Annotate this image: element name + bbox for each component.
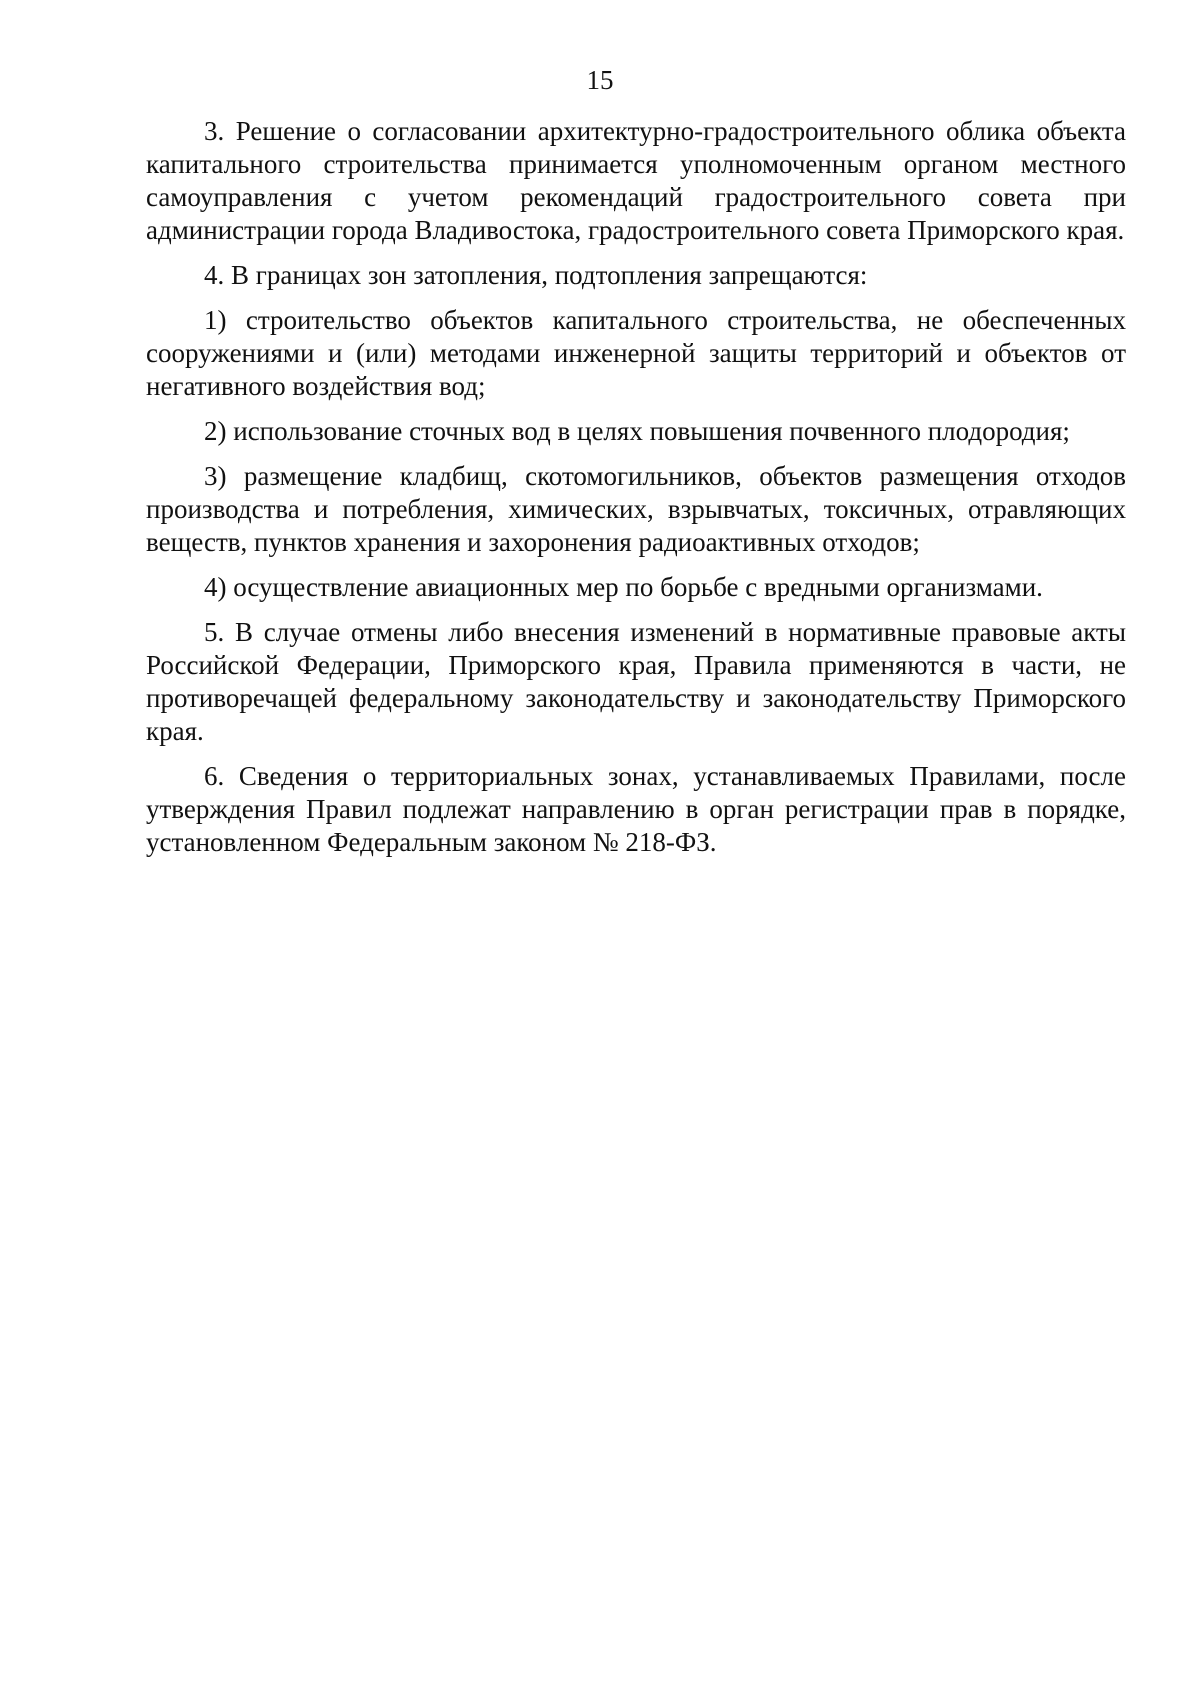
list-item-2: 2) использование сточных вод в целях повышения почвенного плодородия; (204, 416, 1070, 446)
list-item-3: 3) размещение кладбищ, скотомогильников, объектов размещения отходов производства и потребления, химических, взрывчатых, токсичных, отравляющих веществ, пунктов хранения и захоронения радиоактивных отходов; (146, 461, 1126, 557)
document-body (146, 115, 1126, 871)
paragraph-4-prohibitions: 4. В границах зон затопления, подтопления запрещаются: (204, 260, 868, 290)
list-item-4: 4) осуществление авиационных мер по борьбе с вредными организмами. (204, 572, 1043, 602)
list-item-1: 1) строительство объектов капитального строительства, не обеспеченных сооружениями и (или) методами инженерной защиты территорий и объектов от негативного воздействия вод; (146, 305, 1126, 401)
paragraph-6-zones-info: 6. Сведения о территориальных зонах, устанавливаемых Правилами, после утверждения Правил подлежат направлению в орган регистрации прав в порядке, установленном Федеральным законом № 218-ФЗ. (146, 761, 1126, 857)
paragraph-5-amendments: 5. В случае отмены либо внесения изменений в нормативные правовые акты Российской Федерации, Приморского края, Правила применяются в части, не противоречащей федеральному законодательству и законодательству Приморского края. (146, 617, 1126, 746)
paragraph-3-decision: 3. Решение о согласовании архитектурно-градостроительного облика объекта капитального строительства принимается уполномоченным органом местного самоуправления с учетом рекомендаций градостроительного совета при администрации города Владивостока, градостроительного совета Приморского края. (146, 116, 1126, 245)
page-number: 15 (586, 65, 614, 95)
